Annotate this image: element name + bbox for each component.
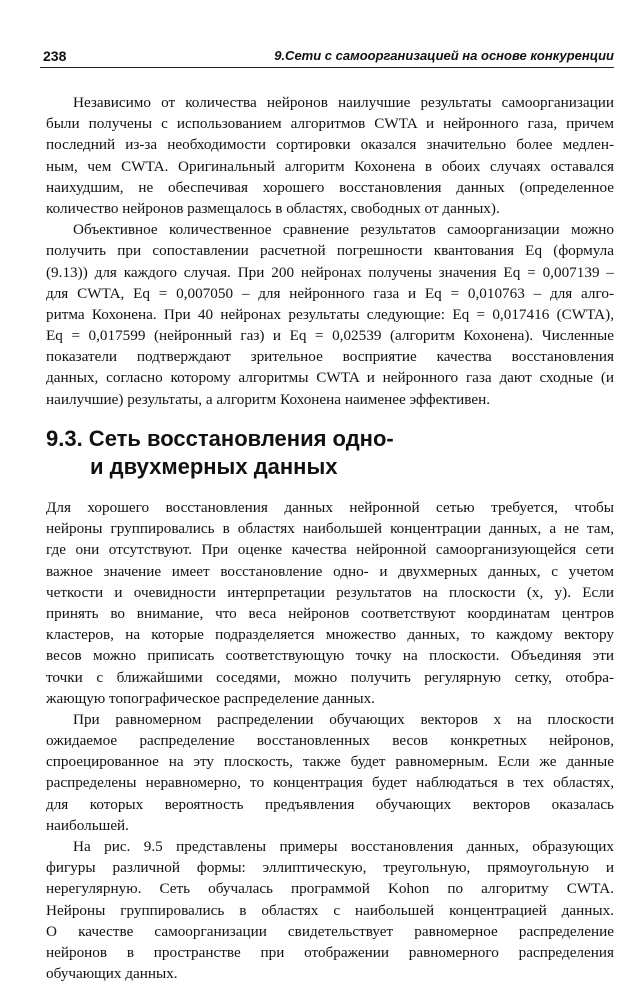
paragraph-line: принять во внимание, что веса нейронов соответствуют координатам центров [46, 604, 614, 622]
paragraph-line: наилучшие) результаты, а алгоритм Кохонена наименее эффективен. [46, 390, 491, 408]
running-header [40, 47, 614, 68]
paragraph-line: О качестве самоорганизации свидетельствует равномерное распределение [46, 922, 614, 940]
paragraph-line: для CWTA, Eq = 0,007050 – для нейронного газа и Eq = 0,010763 – для алго- [46, 284, 614, 302]
paragraph-line: Для хорошего восстановления данных нейронной сетью требуется, чтобы [46, 499, 614, 516]
paragraph-line: последний из-за необходимости сортировки оказался значительно более медлен- [46, 136, 614, 154]
paragraph-line: фигуры различной формы: эллиптическую, треугольную, прямоугольную и [46, 859, 614, 877]
top-text-block [46, 92, 614, 410]
paragraph-line: Объективное количественное сравнение результатов самоорганизации можно [73, 221, 614, 239]
paragraph-line: наихудшим, не обеспечивая хорошего восстановления данных (определенное [46, 178, 614, 196]
paragraph-line: данных, согласно которому алгоритмы CWTA и нейронного газа дают сходные (и [46, 369, 614, 387]
paragraph-line: для которых вероятность предъявления обучающих векторов оказалась [46, 795, 614, 813]
paragraph-line: (9.13)) для каждого случая. При 200 нейронах получены значения Eq = 0,007139 – [46, 263, 614, 281]
paragraph-line: жающую топографическое распределение данных. [46, 689, 375, 707]
section-heading [46, 425, 614, 481]
paragraph-line: кластеров, на которые подразделяется множество данных, то каждому вектору [46, 626, 614, 644]
paragraph-line: распределены неравномерно, то концентрация будет наблюдаться в тех областях, [46, 774, 614, 792]
section-heading-line-1: 9.3. Сеть восстановления одно- [46, 426, 394, 451]
paragraph-line: четкости и очевидности интерпретации результатов на плоскости (x, y). Если [46, 583, 614, 601]
paragraph-line: При равномерном распределении обучающих векторов x на плоскости [73, 710, 614, 728]
paragraph-line: ожидаемое распределение восстановленных весов конкретных нейронов, [46, 732, 614, 750]
paragraph-line: получить при сопоставлении расчетной погрешности квантования Eq (формула [46, 242, 614, 260]
chapter-title: 9.Сети с самоорганизацией на основе конкуренции [274, 48, 614, 63]
paragraph-line: Eq = 0,017599 (нейронный газ) и Eq = 0,02539 (алгоритм Кохонена). Численные [46, 327, 614, 345]
paragraph-line: важное значение имеет восстановление одно- и двухмерных данных, с учетом [46, 562, 614, 580]
paragraph-line: весов можно приписать соответствующую точку на плоскости. Объединяя эти [46, 647, 614, 665]
paragraph-line: ритма Кохонена. При 40 нейронах результаты следующие: Eq = 0,017416 (CWTA), [46, 305, 614, 323]
paragraph-line: нейроны группировались в областях наибольшей концентрации данных, а не там, [46, 520, 614, 538]
paragraph-line: количество нейронов размещалось в областях, свободных от данных). [46, 199, 500, 217]
paragraph-line: ным, чем CWTA. Оригинальный алгоритм Кохонена в обоих случаях оставался [46, 157, 614, 175]
paragraph-line: показатели подтверждают зрительное восприятие качества восстановления [46, 348, 614, 366]
paragraph-line: нейронов в пространстве при отображении равномерного распределения [46, 943, 614, 961]
paragraph-line: наибольшей. [46, 816, 129, 834]
paragraph-line: На рис. 9.5 представлены примеры восстановления данных, образующих [73, 838, 614, 855]
paragraph-line: где они отсутствуют. При оценке качества нейронной самоорганизующейся сети [46, 541, 614, 559]
section-heading-line-2: и двухмерных данных [90, 454, 338, 479]
paragraph-line: нерегулярную. Сеть обучалась программой Kohon по алгоритму CWTA. [46, 880, 614, 898]
paragraph-line: Нейроны группировались в областях с наибольшей концентрацией данных. [46, 901, 614, 919]
section-text-block [46, 497, 614, 984]
paragraph-line: Независимо от количества нейронов наилучшие результаты самоорганизации [73, 94, 614, 111]
paragraph-line: были получены с использованием алгоритмов CWTA и нейронного газа, причем [46, 115, 614, 133]
paragraph-line: обучающих данных. [46, 965, 178, 983]
page-number: 238 [43, 48, 67, 64]
paragraph-line: точки с ближайшими соседями, можно получить регулярную сетку, отобра- [46, 668, 614, 686]
paragraph-line: спроецированное на эту плоскость, также будет равномерным. Если же данные [46, 753, 614, 771]
